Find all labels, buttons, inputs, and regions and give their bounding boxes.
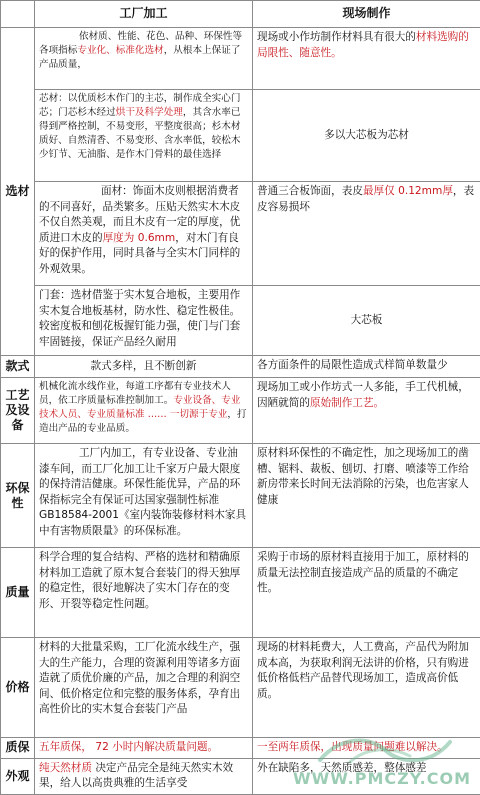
material-row-4 [1,286,480,356]
style-row [1,356,480,378]
warranty-onsite: 一至两年质保，出现质量问题难以解决。 [253,738,480,759]
look-factory-highlight: 纯天然材质 [39,762,92,774]
material-factory-1: 依材质、性能、花色、品种、环保性等各项指标专业化、标准化选材，从根本上保证了产品质量， [35,28,253,90]
craft-onsite-highlight: 原始制作工艺。 [310,397,384,409]
style-factory: 款式多样，且不断创新 [35,356,253,378]
category-look: 外观 [1,758,35,794]
price-row [1,638,480,738]
eco-row [1,444,480,548]
material-factory-4: 门套：选材借鉴于实木复合地板，主要用作实木复合地板基材，防水性、稳定性极佳。较密度板和刨花板握钉能力强，使门与门套牢固链接，保证产品经久耐用 [35,286,253,356]
eco-onsite: 原材料环保性的不确定性，加之现场加工的凿槽、锯料、裁板、刨切、打磨、喷漆等工作给新房带来长时间无法消除的污染，也危害家人健康 [253,444,480,548]
quality-factory: 科学合理的复合结构、严格的选材和精确原材料加工造就了原木复合套装门的得天独厚的稳定性，很好地解决了实木门存在的变形、开裂等稳定性问题。 [35,548,253,638]
category-quality: 质量 [1,548,35,638]
material-row-3 [1,182,480,286]
watermark-text: WWW.PMCZY.COM [293,769,471,788]
category-warranty: 质保 [1,738,35,759]
craft-factory-highlight: 专业设备、专业技术人员、专业质量标准 …… 一切源于专业 [39,395,240,420]
craft-factory: 机械化流水线作业，每道工序都有专业技术人员，依工序质量标准控制加工。专业设备、专业技术人员、专业质量标准 …… 一切源于专业，打造出产品的专业品质。 [35,378,253,444]
header-row [1,1,480,28]
header-blank [1,1,35,28]
craft-row [1,378,480,444]
material-factory-2: 芯材：以优质杉木作门的主芯，制作成全实心门芯；门芯杉木经过烘干及科学处理，其含水率已得到严格控制，不易变形，平整度很高；杉木材质好、自然清香、不易变形、含水率低，较松木少钉节、无油脂、是作木门骨料的最佳选择 [35,90,253,182]
category-style: 款式 [1,356,35,378]
style-onsite: 各方面条件的局限性造成式样简单数量少 [253,356,480,378]
material-onsite-2: 多以大芯板为芯材 [253,90,480,182]
material-onsite-4: 大芯板 [253,286,480,356]
category-material: 选材 [1,28,35,356]
category-price: 价格 [1,638,35,738]
material-factory-2-highlight: 烘干及科学处理 [116,107,183,118]
material-factory-3-highlight: 厚度为 0.6mm [103,232,176,244]
material-factory-1-highlight: 专业化、标准化选材 [77,45,163,56]
material-onsite-3-highlight: 最厚仅 0.12mm厚 [363,185,453,197]
price-factory: 材料的大批量采购，工厂化流水线生产，强大的生产能力，合理的资源利用等诸多方面造就了质优价廉的产品，加之合理的利润空间、低价格定位和完整的服务体系，孕育出高性价比的实木复合套装门产品 [35,638,253,738]
material-onsite-1: 现场或小作坊制作材料具有很大的材料选购的局限性、随意性。 [253,28,480,90]
material-row-2 [1,90,480,182]
material-row-1 [1,28,480,90]
material-onsite-3: 普通三合板饰面，表皮最厚仅 0.12mm厚，表皮容易损坏 [253,182,480,286]
look-row [1,758,480,794]
quality-onsite: 采购于市场的原材料直接用于加工，原材料的质量无法控制直接造成产品的质量的不确定性。 [253,548,480,638]
craft-onsite: 现场加工或小作坊式一人多能，手工代机械，因陋就简的原始制作工艺。 [253,378,480,444]
quality-row [1,548,480,638]
warranty-factory: 五年质保， 72 小时内解决质量问题。 [35,738,253,759]
warranty-row [1,738,480,759]
header-factory: 工厂加工 [35,1,253,28]
price-onsite: 现场的材料耗费大，人工费高，产品代为附加成本高，为获取利润无法讲的价格，只有购进低价格低档产品替代现场加工，造成高价低质。 [253,638,480,738]
header-onsite: 现场制作 [253,1,480,28]
material-factory-3: 面材：饰面木皮则根据消费者的不同喜好，品类繁多。压贴天然实木木皮不仅自然美观，而且木皮有一定的厚度，优质进口木皮的厚度为 0.6mm，对木门有良好的保护作用，同时具备与全实木门同样的外观效果。 [35,182,253,286]
eco-factory: 工厂内加工，有专业设备、专业油漆车间，而工厂化加工让千家万户最大限度的保持清洁健康。环保性能优异，产品的环保指标完全有保证可达国家强制性标准 GB18584-2001《室内装饰装修材料木家具中有害物质限量》的环保标准。 [35,444,253,548]
look-onsite: 外在缺陷多，天然质感差，整体感差 [253,758,480,794]
look-factory: 纯天然材质 决定产品完全是纯天然实木效果，给人以高贵典雅的生活享受 [35,758,253,794]
material-onsite-1-highlight: 材料选购的局限性、随意性。 [257,31,469,59]
category-craft: 工艺及设备 [1,378,35,444]
category-eco: 环保性 [1,444,35,548]
